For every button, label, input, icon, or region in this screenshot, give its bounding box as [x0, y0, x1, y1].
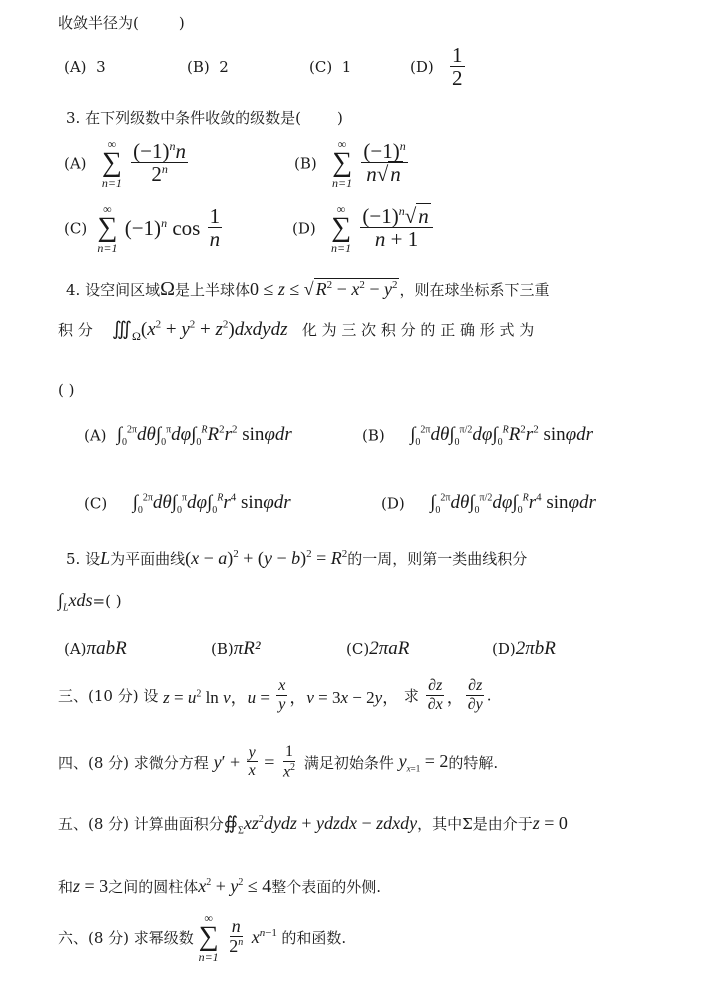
q3-option-b-label: (B): [294, 154, 317, 173]
problem-3-mid: 求: [403, 687, 419, 706]
q4-line2: [58, 318, 534, 344]
problem-6: [58, 912, 346, 963]
q5-option-a-value: πabR: [86, 638, 127, 659]
q3-option-c-formula: ∞ ∑ n=1 $(-1)^n$ cos $\frac{1}{n}$: [97, 202, 221, 255]
q2-option-a-label: (A): [64, 58, 87, 76]
q4-option-c-formula: $\int_0^{2\pi}d\theta\int_0^\pi d\varphi\int_0^Rr^4$ sinφdr: [132, 492, 291, 517]
q5-option-c-value: 2πaR: [369, 638, 410, 659]
q2-option-d-label: (D): [410, 58, 434, 77]
q2-stem-text: 收敛半径为(: [58, 14, 139, 32]
q4-option-b: [362, 424, 593, 448]
q5-line2: [58, 590, 122, 614]
q5-line2-end: =( ): [92, 592, 122, 610]
q5-option-c-label: (C): [346, 640, 370, 658]
q2-option-a: [64, 58, 106, 76]
q5-stem-a: 5. 设: [66, 550, 101, 568]
problem-4: 四、(8 分) 求微分方程 y′ + $\frac{y}{x}$ = $\frac{1}{x^2}$ 满足初始条件 $y_{x=1} = 2$的特解.: [58, 743, 499, 781]
q3-option-d-label: (D): [292, 219, 316, 238]
q2-option-a-value: 3: [96, 58, 106, 76]
problem-4-tail: 满足初始条件: [303, 753, 394, 772]
q4-option-d: [381, 492, 596, 516]
q4-line2-a: 积 分: [58, 321, 93, 339]
q3-stem-text: 3. 在下列级数中条件收敛的级数是(: [66, 109, 301, 127]
q2-option-d-numerator: 1: [452, 43, 463, 67]
q3-stem: [66, 107, 343, 128]
q2-option-b-label: (B): [187, 58, 210, 76]
q4-option-d-formula: $\int_0^{2\pi}d\theta\int_0^{\pi/2}d\varphi\int_0^Rr^4$ sinφdr: [430, 492, 596, 517]
q5-option-b: [211, 638, 261, 660]
q5-stem-c: 的一周，则第一类曲线积分: [347, 550, 528, 568]
q5-option-d: [492, 638, 556, 660]
q5-option-b-value: πR²: [233, 638, 261, 659]
q5-stem: 5. 设L为平面曲线$(x - a)^2 + (y - b)^2 = R^2$的一周，则第一类曲线积分: [66, 548, 528, 568]
q4-stem-a: 4. 设空间区域: [66, 281, 161, 299]
q3-option-b-formula: ∞ ∑ n=1 $\frac{(-1)^n}{n√n}$: [332, 137, 406, 190]
q4-option-d-label: (D): [381, 494, 405, 513]
q2-option-d: [410, 44, 467, 90]
q2-stem-close: ): [178, 14, 185, 32]
problem-6-head: 六、(8 分) 求幂级数: [58, 928, 194, 947]
q5-option-a: [64, 638, 127, 660]
q2-option-d-fraction: [450, 44, 465, 90]
q2-option-c-label: (C): [309, 58, 333, 76]
q3-option-d-formula: ∞ ∑ n=1 $\frac{(-1)^n√n}{n + 1}$: [331, 214, 435, 238]
q4-option-a-formula: $\int_0^{2\pi}d\theta\int_0^\pi d\varphi\int_0^RR^2r^2$ sinφdr: [116, 424, 292, 449]
q4-triple-integral: $∭_\Omega(x^2 + y^2$ + $z^2)dxdydz$: [111, 318, 288, 343]
problem-5-line2: 和z = 3之间的圆柱体$x^2 + y^2 \le 4$整个表面的外侧.: [58, 876, 382, 896]
problem-5-line2-a: 和: [58, 878, 74, 896]
q5-option-a-label: (A): [64, 640, 87, 658]
q3-stem-close: ): [336, 109, 343, 127]
q2-option-d-denominator: 2: [452, 66, 463, 91]
q4-option-c-label: (C): [84, 494, 108, 513]
problem-5-mid: ，其中Σ是由介于: [417, 815, 533, 833]
problem-4-head: 四、(8 分) 求微分方程: [58, 753, 209, 772]
q4-option-a-label: (A): [84, 426, 107, 445]
q2-stem: [58, 12, 185, 33]
q2-option-c-value: 1: [341, 58, 352, 76]
problem-5-head: 五、(8 分) 计算曲面积分: [58, 815, 224, 833]
q5-option-d-value: 2πbR: [515, 638, 556, 659]
problem-5-surface-integral: $∯_\Sigma xz^2dydz$ + ydzdx − zdxdy: [223, 813, 418, 837]
problem-5-line2-c: 整个表面的外侧.: [271, 878, 382, 896]
q3-option-a-label: (A): [64, 154, 87, 173]
q5-option-b-label: (B): [211, 640, 234, 658]
q4-option-c: [84, 492, 291, 516]
problem-6-end: 的和函数.: [281, 928, 347, 947]
problem-5: 五、(8 分) 计算曲面积分$∯_\Sigma xz^2dydz$ + ydzdx − zdxdy，其中Σ是由介于z = 0: [58, 813, 568, 837]
q5-line-integral: $\int_Lxds$: [58, 590, 93, 614]
q3-option-b: [294, 138, 410, 189]
q4-paren: ( ): [58, 381, 75, 399]
q5-option-c: [346, 638, 409, 660]
q4-stem-c: ，则在球坐标系下三重: [399, 281, 550, 299]
problem-6-series: ∞ ∑ n=1 $\frac{n}{2^n}$ $x^{n-1}$: [198, 911, 277, 964]
q3-option-d: [292, 203, 435, 254]
q4-option-b-label: (B): [362, 426, 385, 445]
q4-option-a: [84, 424, 292, 448]
q4-line2-b: 化 为 三 次 积 分 的 正 确 形 式 为: [301, 321, 535, 339]
q3-option-a: [64, 138, 190, 189]
problem-3: 三、(10 分) 设 $z = u^2$ ln v，u = $\frac{x}{y}$ ，v = 3x − 2y， 求 $\frac{\partial z}{\partial x}$ ， $\frac{\partial z}{\partial y}$ .: [58, 677, 492, 713]
q3-option-c-label: (C): [64, 219, 88, 238]
q2-option-b: [187, 58, 229, 76]
q5-stem-b: 为平面曲线: [110, 550, 186, 568]
q4-stem-b: 是上半球体: [174, 281, 250, 299]
q3-option-a-formula: ∞ ∑ n=1 $\frac{(-1)^nn}{2^n}$: [101, 137, 187, 190]
problem-5-line2-b: 之间的圆柱体: [108, 878, 199, 896]
problem-4-end: 的特解.: [448, 753, 499, 772]
q5-option-d-label: (D): [492, 640, 516, 658]
q4-stem: 4. 设空间区域Ω是上半球体0 ≤ z ≤ √ $R^2 - x^2 - y^2$ ，则在球坐标系下三重: [66, 278, 550, 300]
problem-3-head: 三、(10 分) 设: [58, 687, 159, 706]
q2-option-c: [309, 58, 351, 76]
problem-3-end: .: [486, 686, 492, 705]
q2-option-b-value: 2: [219, 58, 229, 76]
q3-option-c: [64, 203, 224, 254]
q4-option-b-formula: $\int_0^{2\pi}d\theta\int_0^{\pi/2}d\varphi\int_0^RR^2r^2$ sinφdr: [410, 424, 594, 449]
